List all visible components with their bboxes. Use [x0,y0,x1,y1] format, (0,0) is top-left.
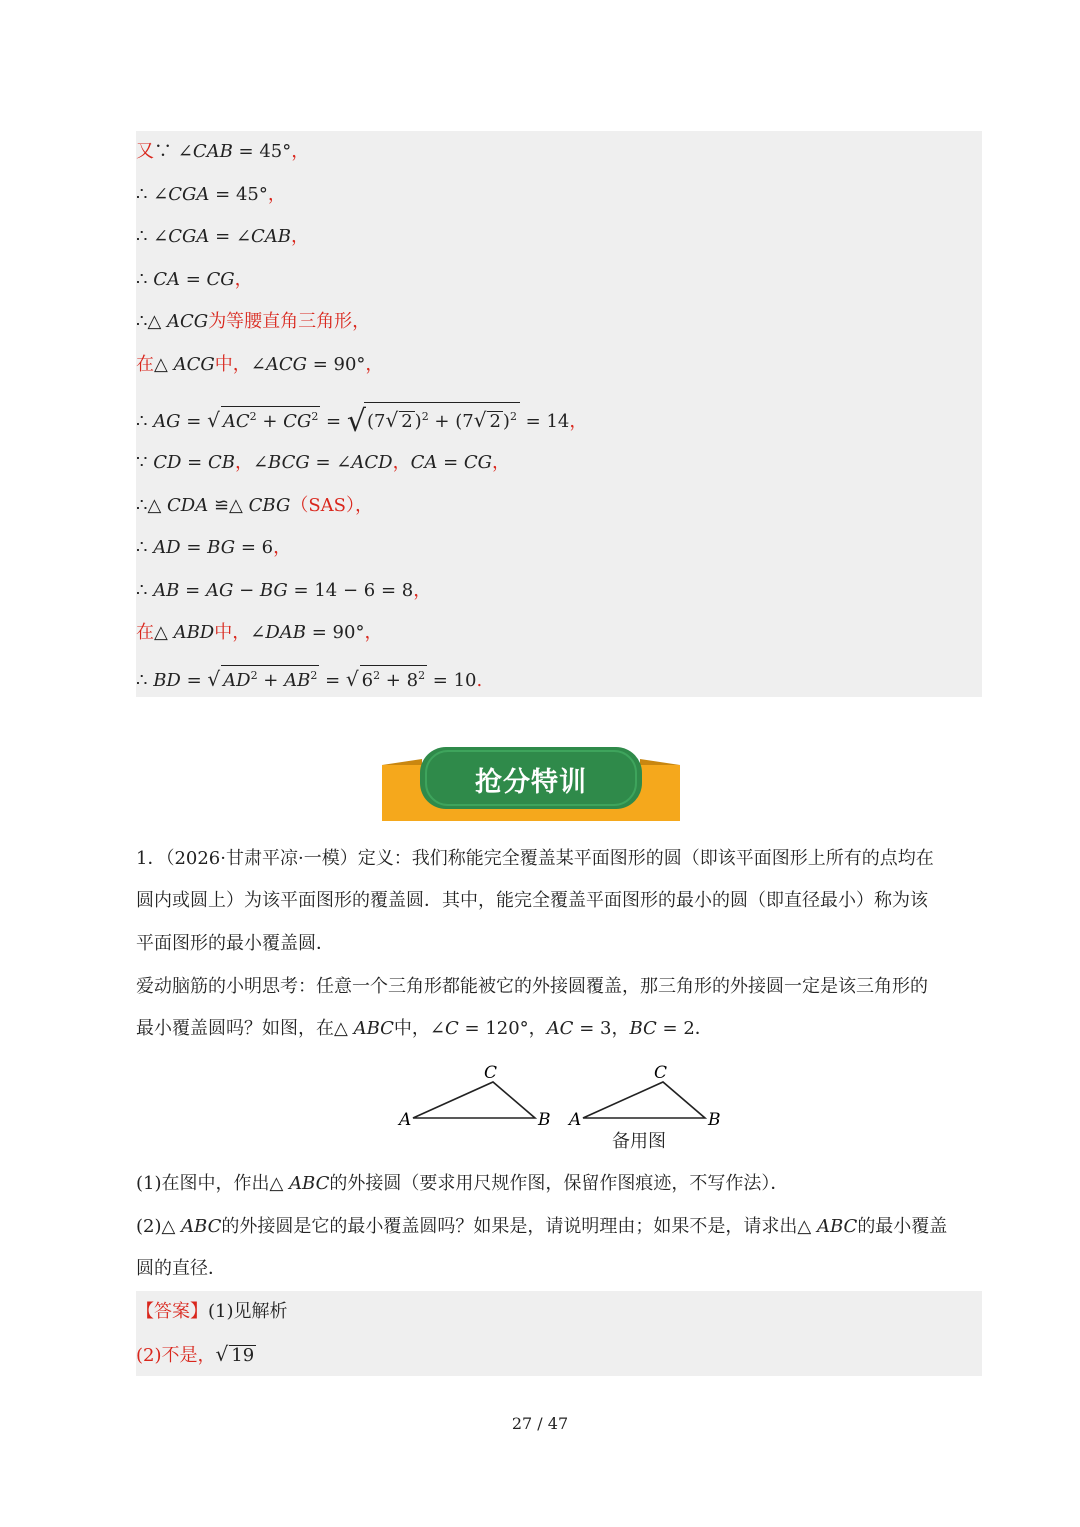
label-a-2: A [569,1110,582,1130]
problem-line-4: 爱动脑筋的小明思考：任意一个三角形都能被它的外接圆覆盖，那三角形的外接圆一定是该三角形的 [136,976,928,997]
figure-caption: 备用图 [612,1131,666,1152]
solution-line-2: ∴ ∠CGA = 45°， [136,184,286,205]
solution-line-12: 在△ ABD中，∠DAB = 90°， [136,622,383,643]
question-2-line-2: 圆的直径． [136,1258,226,1279]
answer-tag: 【答案】 [136,1301,208,1322]
solution-line-11: ∴ AB = AG − BG = 14 − 6 = 8， [136,580,432,601]
answer-part-2-label: (2)不是， [136,1345,216,1366]
solution-line-9: ∴△ CDA ≌△ CBG（SAS）， [136,495,373,516]
answer-line-1 [136,1300,288,1324]
problem-line-3: 平面图形的最小覆盖圆． [136,933,334,954]
label-a-1: A [399,1110,412,1130]
label-b-2: B [708,1110,721,1130]
solution-line-13: ∴ BD = √ $AD^2 + AB^2$ = √ $6^2 + 8^2 = 10$. [136,667,483,691]
question-2-line-1: (2)△ ABC的外接圆是它的最小覆盖圆吗？如果是，请说明理由；如果不是，请求出△ ABC的最小覆盖 [136,1216,948,1237]
label-b-1: B [538,1110,551,1130]
solution-line-10: ∴ AD = BG = 6， [136,537,292,558]
label-c-1: C [484,1063,498,1083]
solution-line-1: 又∵ ∠CAB = 45°， [136,141,310,162]
solution-line-7: ∴ AG = √ $AC^2 + CG^2 = √(7√$ 2 )$^2$ + (7√ 2 )$^2$ = 14， [136,404,588,439]
solution-line-4: ∴ CA = CG， [136,269,253,290]
solution-line-3: ∴ ∠CGA = ∠CAB， [136,226,310,247]
solution-line-8: ∵ CD = CB，∠BCG = ∠ACD，CA = CG， [136,452,511,473]
solution-line-5: ∴△ ACG为等腰直角三角形， [136,311,371,332]
page-number: 27 / 47 [511,1414,569,1433]
problem-line-5: 最小覆盖圆吗？如图，在△ ABC中，∠C = 120°，AC = 3，BC = 2． [136,1018,713,1039]
problem-line-1: 1．（2026·甘肃平凉·一模）定义：我们称能完全覆盖某平面图形的圆（即该平面图形上所有的点均在 [136,848,934,869]
solution-line-6: 在△ ACG中，∠ACG = 90°， [136,354,384,375]
section-banner [382,745,680,823]
problem-line-2: 圆内或圆上）为该平面图形的覆盖圆．其中，能完全覆盖平面图形的最小的圆（即直径最小）称为该 [136,890,928,911]
triangle-abc-2 [583,1082,705,1118]
answer-part-2-value: 19 [231,1345,255,1366]
answer-part-1: (1)见解析 [208,1301,288,1322]
label-c-2: C [654,1063,668,1083]
banner-title: 抢分特训 [475,767,587,798]
triangle-abc-1 [413,1082,535,1118]
triangle-diagrams [395,1058,735,1158]
answer-line-2: (2)不是，√ 19 [136,1342,255,1366]
question-1: (1)在图中，作出△ ABC的外接圆（要求用尺规作图，保留作图痕迹，不写作法）． [136,1173,789,1194]
triangle-figure [395,1058,735,1158]
